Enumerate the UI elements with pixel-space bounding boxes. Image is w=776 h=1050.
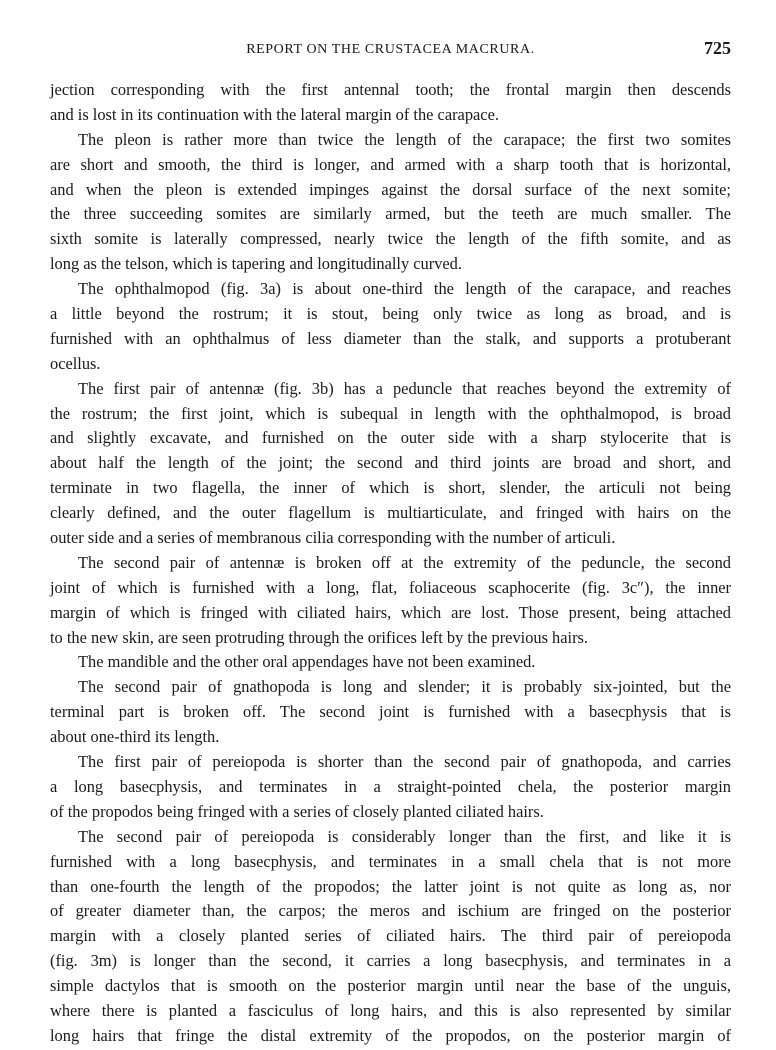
text-line: The second pair of gnathopoda is long and slender; it is probably six-jointed, but the xyxy=(78,677,731,697)
text-line: and slightly excavate, and furnished on the outer side with a sharp stylocerite that is xyxy=(50,428,731,448)
paragraph xyxy=(50,675,731,750)
text-line: than one-fourth the length of the propodos; the latter joint is not quite as long as, nor xyxy=(50,876,731,896)
text-line: clearly defined, and the outer flagellum is multiarticulate, and fringed with hairs on the xyxy=(50,503,731,523)
text-line: about one-third its length. xyxy=(50,727,220,747)
text-line: furnished with an ophthalmus of less diameter than the stalk, and supports a protuberant xyxy=(50,328,731,348)
text-line: The second pair of pereiopoda is considerably longer than the first, and like it is xyxy=(78,826,731,846)
text-line: jection corresponding with the first antennal tooth; the frontal margin then descends xyxy=(50,80,731,99)
body-text xyxy=(50,78,731,1049)
text-line: the three succeeding somites are similarly armed, but the teeth are much smaller. The xyxy=(50,204,731,224)
text-line: outer side and a series of membranous cilia corresponding with the number of articuli. xyxy=(50,528,616,548)
text-line: The mandible and the other oral appendages have not been examined. xyxy=(78,652,536,672)
paragraph xyxy=(50,277,731,377)
text-line: terminate in two flagella, the inner of which is short, slender, the articuli not being xyxy=(50,478,731,498)
text-line: (fig. 3m) is longer than the second, it carries a long basecphysis, and terminates in a xyxy=(50,951,731,971)
paragraph xyxy=(50,650,731,675)
page-number: 725 xyxy=(704,38,731,58)
text-line: margin with a closely planted series of ciliated hairs. The third pair of pereiopoda xyxy=(50,926,731,946)
text-line: The ophthalmopod (fig. 3a) is about one-third the length of the carapace, and reaches xyxy=(78,279,731,299)
text-line: The first pair of antennæ (fig. 3b) has a peduncle that reaches beyond the extremity of xyxy=(78,378,731,398)
running-title: REPORT ON THE CRUSTACEA MACRURA. xyxy=(246,42,535,57)
text-line: a little beyond the rostrum; it is stout, being only twice as long as broad, and is xyxy=(50,304,731,324)
text-line: ocellus. xyxy=(50,353,101,373)
paragraph xyxy=(50,377,731,551)
text-line: where there is planted a fasciculus of long hairs, and this is also represented by similar xyxy=(50,1000,731,1020)
paragraph xyxy=(50,128,731,277)
text-line: simple dactylos that is smooth on the posterior margin until near the base of the unguis, xyxy=(50,976,731,996)
text-line: about half the length of the joint; the second and third joints are broad and short, and xyxy=(50,453,731,473)
text-line: of the propodos being fringed with a series of closely planted ciliated hairs. xyxy=(50,801,544,821)
text-line: sixth somite is laterally compressed, nearly twice the length of the fifth somite, and as xyxy=(50,229,731,249)
text-line: The first pair of pereiopoda is shorter than the second pair of gnathopoda, and carries xyxy=(78,752,731,772)
text-line: are short and smooth, the third is longer, and armed with a sharp tooth that is horizontal, xyxy=(50,154,731,174)
text-line: and when the pleon is extended impinges against the dorsal surface of the next somite; xyxy=(50,179,731,199)
text-line: the rostrum; the first joint, which is subequal in length with the ophthalmopod, is broad xyxy=(50,403,731,423)
text-line: The pleon is rather more than twice the length of the carapace; the first two somites xyxy=(78,129,731,149)
paragraph xyxy=(50,750,731,825)
paragraph xyxy=(50,825,731,1049)
text-line: long as the telson, which is tapering and longitudinally curved. xyxy=(50,254,462,274)
paragraph xyxy=(50,551,731,651)
text-line: margin of which is fringed with ciliated hairs, which are lost. Those present, being attached xyxy=(50,602,731,622)
text-line: long hairs that fringe the distal extremity of the propodos, on the posterior margin of xyxy=(50,1025,731,1045)
text-line: The second pair of antennæ is broken off at the extremity of the peduncle, the second xyxy=(78,552,731,572)
text-line: to the new skin, are seen protruding through the orifices left by the previous hairs. xyxy=(50,627,589,647)
page-header xyxy=(50,38,731,62)
text-line: terminal part is broken off. The second joint is furnished with a basecphysis that is xyxy=(50,702,731,722)
paragraph xyxy=(50,78,731,128)
text-line: and is lost in its continuation with the lateral margin of the carapace. xyxy=(50,104,499,124)
text-line: furnished with a long basecphysis, and terminates in a small chela that is not more xyxy=(50,851,731,871)
text-line: a long basecphysis, and terminates in a straight-pointed chela, the posterior margin xyxy=(50,776,731,796)
text-line: of greater diameter than, the carpos; the meros and ischium are fringed on the posterior xyxy=(50,901,731,921)
text-line: joint of which is furnished with a long, flat, foliaceous scaphocerite (fig. 3c″), the inner xyxy=(50,577,731,597)
